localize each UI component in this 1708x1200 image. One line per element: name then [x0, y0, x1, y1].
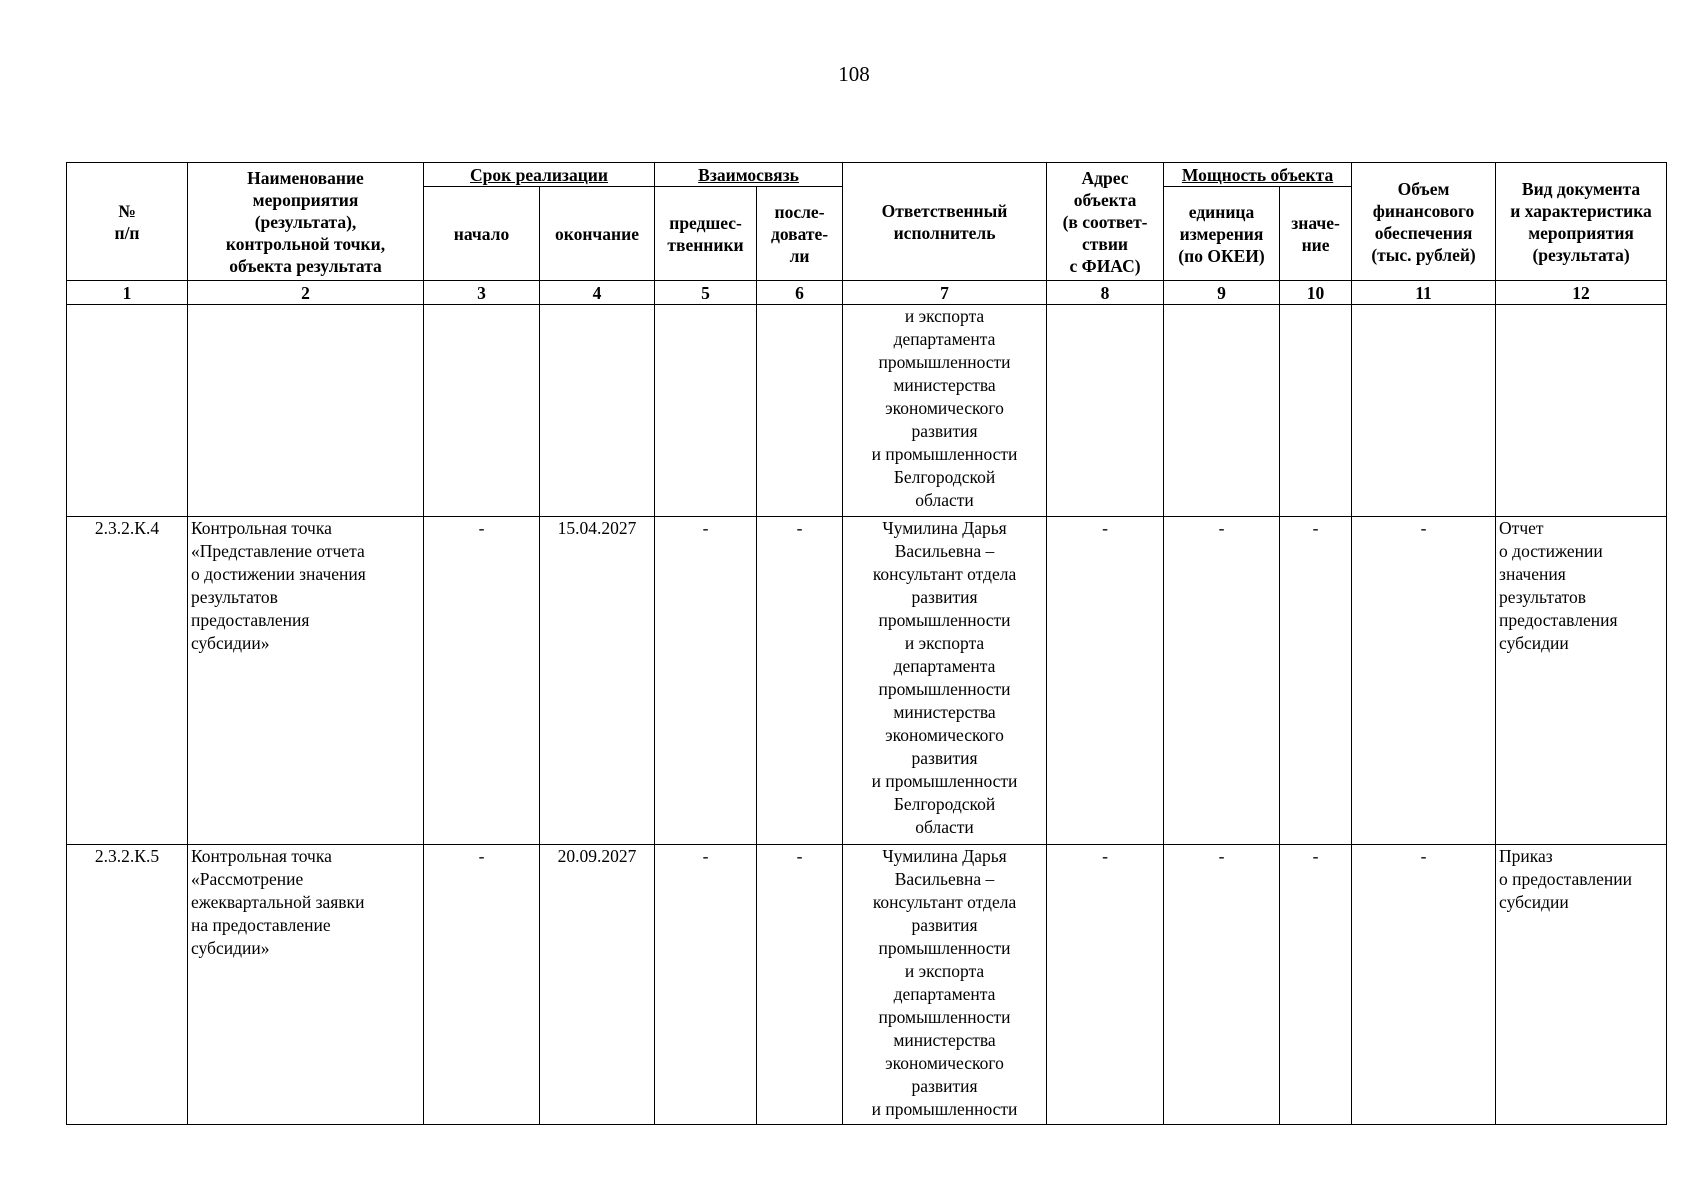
header-capacity-value: значе- ние [1280, 187, 1352, 281]
cell-id: 2.3.2.К.5 [67, 845, 188, 1125]
header-num: № п/п [67, 163, 188, 281]
cell-unit [1164, 305, 1280, 517]
implementation-plan-table [66, 162, 1667, 1125]
cell-name [188, 305, 424, 517]
cell-next: - [757, 845, 843, 1125]
cell-responsible: и экспорта департамента промышленности министерства экономического развития и промышленности Белгородской области [843, 305, 1047, 517]
header-period: Срок реализации [424, 163, 655, 187]
column-number: 11 [1352, 281, 1496, 305]
header-period-end: окончание [540, 187, 655, 281]
cell-value [1280, 305, 1352, 517]
cell-id: 2.3.2.К.4 [67, 517, 188, 845]
header-address: Адрес объекта (в соответ- ствии с ФИАС) [1047, 163, 1164, 281]
header-period-start: начало [424, 187, 540, 281]
header-name: Наименование мероприятия (результата), контрольной точки, объекта результата [188, 163, 424, 281]
header-capacity: Мощность объекта [1164, 163, 1352, 187]
column-number: 10 [1280, 281, 1352, 305]
column-number: 4 [540, 281, 655, 305]
column-number: 1 [67, 281, 188, 305]
cell-name: Контрольная точка «Рассмотрение ежеквартальной заявки на предоставление субсидии» [188, 845, 424, 1125]
cell-start: - [424, 517, 540, 845]
header-capacity-unit: единица измерения (по ОКЕИ) [1164, 187, 1280, 281]
table-row-2-3-2-k5 [67, 845, 1667, 1125]
header-responsible: Ответственный исполнитель [843, 163, 1047, 281]
cell-end: 20.09.2027 [540, 845, 655, 1125]
table-row-2-3-2-k4 [67, 517, 1667, 845]
cell-end: 15.04.2027 [540, 517, 655, 845]
cell-value: - [1280, 517, 1352, 845]
header-finance: Объем финансового обеспечения (тыс. рублей) [1352, 163, 1496, 281]
cell-name: Контрольная точка «Представление отчета о достижении значения результатов предоставления субсидии» [188, 517, 424, 845]
header-doc-kind: Вид документа и характеристика мероприятия (результата) [1496, 163, 1667, 281]
column-number: 8 [1047, 281, 1164, 305]
cell-responsible: Чумилина Дарья Васильевна – консультант отдела развития промышленности и экспорта департамента промышленности министерства экономического развития и промышленности [843, 845, 1047, 1125]
column-number: 9 [1164, 281, 1280, 305]
cell-unit: - [1164, 517, 1280, 845]
cell-next [757, 305, 843, 517]
page-number: 108 [838, 62, 870, 86]
column-number: 7 [843, 281, 1047, 305]
header-relation: Взаимосвязь [655, 163, 843, 187]
column-number: 12 [1496, 281, 1667, 305]
cell-doc-kind: Приказ о предоставлении субсидии [1496, 845, 1667, 1125]
cell-address: - [1047, 845, 1164, 1125]
header-relation-prev: предшес- твенники [655, 187, 757, 281]
cell-value: - [1280, 845, 1352, 1125]
cell-prev [655, 305, 757, 517]
cell-doc-kind [1496, 305, 1667, 517]
cell-start: - [424, 845, 540, 1125]
column-number: 3 [424, 281, 540, 305]
table-row-continuation [67, 305, 1667, 517]
cell-end [540, 305, 655, 517]
cell-id [67, 305, 188, 517]
cell-responsible: Чумилина Дарья Васильевна – консультант отдела развития промышленности и экспорта департамента промышленности министерства экономического развития и промышленности Белгородской области [843, 517, 1047, 845]
header-relation-next: после- довате- ли [757, 187, 843, 281]
cell-doc-kind: Отчет о достижении значения результатов предоставления субсидии [1496, 517, 1667, 845]
cell-address [1047, 305, 1164, 517]
cell-prev: - [655, 845, 757, 1125]
cell-finance: - [1352, 517, 1496, 845]
cell-next: - [757, 517, 843, 845]
column-number: 5 [655, 281, 757, 305]
cell-finance [1352, 305, 1496, 517]
cell-prev: - [655, 517, 757, 845]
column-number-row [67, 281, 1667, 305]
column-number: 2 [188, 281, 424, 305]
column-number: 6 [757, 281, 843, 305]
cell-address: - [1047, 517, 1164, 845]
cell-start [424, 305, 540, 517]
cell-unit: - [1164, 845, 1280, 1125]
cell-finance: - [1352, 845, 1496, 1125]
